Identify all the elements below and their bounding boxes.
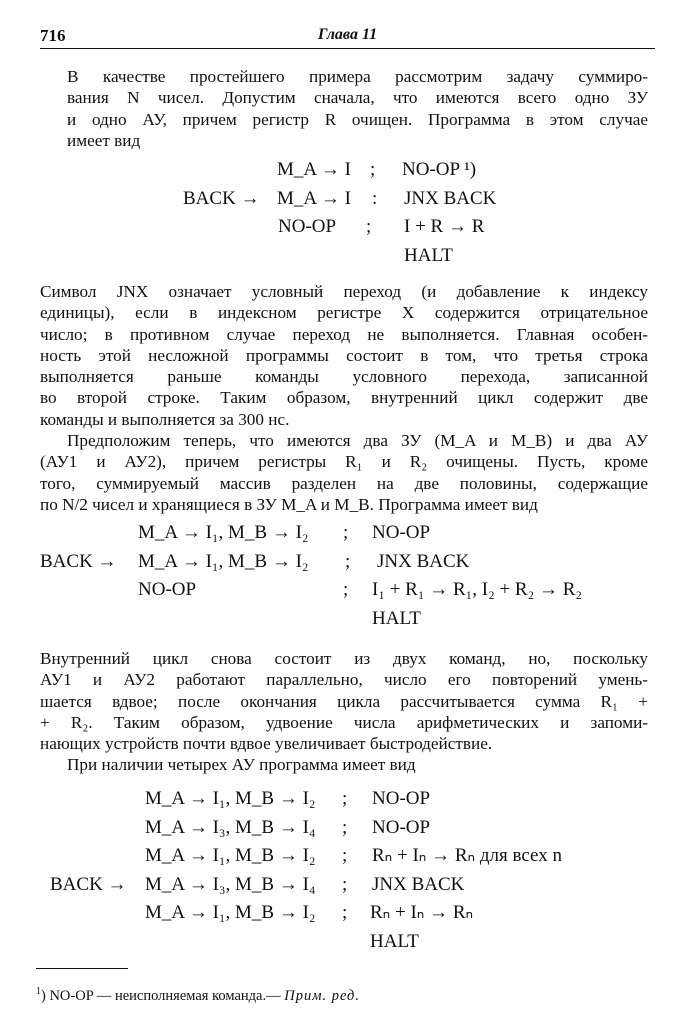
text-line: АУ1 и АУ2 работают параллельно, число его повторений умень-: [40, 670, 648, 690]
text-line: выполняется раньше команды условного перехода, записанной: [40, 367, 648, 387]
row-right: NO-OP: [372, 816, 431, 838]
program-row: [0, 814, 700, 843]
paragraph-jnx: [40, 281, 648, 515]
row-right: Rₙ + Iₙ → Rₙ: [370, 902, 474, 923]
program-listing-3: [0, 785, 700, 956]
text-line: Внутренний цикл снова состоит из двух команд, но, поскольку: [40, 649, 648, 668]
program-row: [0, 185, 700, 214]
program-row: [0, 213, 700, 242]
row-left: NO-OP: [278, 216, 337, 237]
text-line: того, суммируемый массив разделен на две половины, содержащие: [40, 473, 648, 493]
footnote-rule: [36, 968, 128, 969]
text-line: нающих устройств почти вдвое увеличивает быстродействие.: [40, 734, 493, 754]
footnote-marker: 1: [36, 986, 41, 997]
program-row: [0, 605, 700, 634]
row-right: NO-OP: [372, 788, 431, 809]
program-row: [0, 576, 700, 605]
program-row: [0, 785, 700, 814]
row-right: Rₙ + Iₙ → Rₙ для всех n: [372, 845, 562, 866]
text-line: команды и выполняется за 300 нс.: [40, 409, 290, 429]
row-separator: ;: [370, 159, 376, 180]
row-left: M_A → I₃, M_B → I₄: [145, 873, 316, 895]
row-left: M_A → I₁, M_B → I₂: [145, 902, 316, 923]
row-left: M_A → I: [277, 159, 351, 180]
row-right: HALT: [372, 607, 421, 629]
row-right: NO-OP ¹): [402, 159, 477, 180]
footnote-editor-note: Прим. ред.: [284, 987, 360, 1004]
row-left: M_A → I: [277, 187, 351, 209]
row-right: JNX BACK: [372, 873, 465, 895]
row-left: M_A → I₁, M_B → I₂: [138, 550, 309, 572]
text-line: Предположим теперь, что имеются два ЗУ (M_A и M_B) и два АУ: [67, 431, 648, 451]
row-left: M_A → I₁, M_B → I₂: [138, 522, 309, 543]
row-separator: ;: [345, 550, 351, 572]
page-header: [40, 26, 655, 46]
text-line: и одно АУ, причем регистр R очищен. Программа в этом случае: [67, 109, 648, 129]
row-right: JNX BACK: [377, 550, 470, 572]
row-label: BACK →: [50, 873, 127, 895]
row-label: BACK →: [40, 550, 117, 572]
row-separator: ;: [343, 579, 349, 600]
row-separator: ;: [342, 816, 348, 838]
paragraph-intro: [40, 66, 648, 151]
row-separator: ;: [342, 873, 348, 895]
text-line: + R₂. Таким образом, удвоение числа арифметических и запоми-: [40, 712, 648, 732]
row-right: HALT: [404, 244, 453, 266]
row-separator: ;: [343, 522, 349, 543]
paragraph-parallel: [40, 648, 648, 776]
row-separator: ;: [342, 788, 348, 809]
text-line: ность этой несложной программы состоит в том, что третья строка: [40, 345, 648, 365]
footnote-text: ) NO-OP — неисполняемая команда.—: [41, 987, 285, 1004]
row-right: NO-OP: [372, 522, 431, 543]
row-left: M_A → I₁, M_B → I₂: [145, 845, 316, 866]
text-line: единицы), если в индексном регистре X содержится отрицательное: [40, 303, 648, 323]
page-number: 716: [40, 26, 66, 45]
row-left: M_A → I₃, M_B → I₄: [145, 816, 316, 838]
text-line: имеет вид: [67, 130, 141, 150]
text-line: во второй строке. Таким образом, внутренний цикл содержит две: [40, 388, 648, 408]
program-row: [0, 871, 700, 900]
footnote: [36, 986, 360, 1005]
row-right: I₁ + R₁ → R₁, I₂ + R₂ → R₂: [372, 579, 583, 600]
text-line: Символ JNX означает условный переход (и добавление к индексу: [40, 282, 648, 301]
header-rule: [40, 48, 655, 49]
row-right: HALT: [370, 930, 419, 952]
row-separator: ;: [342, 845, 348, 866]
row-left: NO-OP: [138, 579, 197, 600]
text-line: (АУ1 и АУ2), причем регистры R₁ и R₂ очищены. Пусть, кроме: [40, 452, 648, 472]
text-line: число; в противном случае переход не выполняется. Главная особен-: [40, 324, 648, 344]
row-separator: :: [372, 187, 378, 209]
program-row: [0, 842, 700, 871]
row-right: JNX BACK: [404, 187, 497, 209]
row-label: BACK →: [183, 187, 260, 209]
program-row: [0, 519, 700, 548]
text-line: вания N чисел. Допустим сначала, что имеются всего одно ЗУ: [67, 88, 648, 108]
row-separator: ;: [366, 216, 372, 237]
row-separator: ;: [342, 902, 348, 923]
row-right: I + R → R: [404, 216, 485, 237]
running-title: Глава 11: [317, 26, 378, 43]
program-row: [0, 928, 700, 957]
program-row: [0, 242, 700, 271]
program-row: [0, 548, 700, 577]
program-row: [0, 899, 700, 928]
program-listing-2: [0, 519, 700, 633]
text-line: шается вдвое; после окончания цикла рассчитывается сумма R₁ +: [40, 691, 648, 711]
row-left: M_A → I₁, M_B → I₂: [145, 788, 316, 809]
text-line: В качестве простейшего примера рассмотрим задачу суммиро-: [67, 67, 648, 86]
program-row: [0, 156, 700, 185]
text-line: по N/2 чисел и хранящиеся в ЗУ M_A и M_B. Программа имеет вид: [40, 494, 538, 514]
program-listing-1: [0, 156, 700, 270]
text-line: При наличии четырех АУ программа имеет вид: [67, 755, 416, 775]
